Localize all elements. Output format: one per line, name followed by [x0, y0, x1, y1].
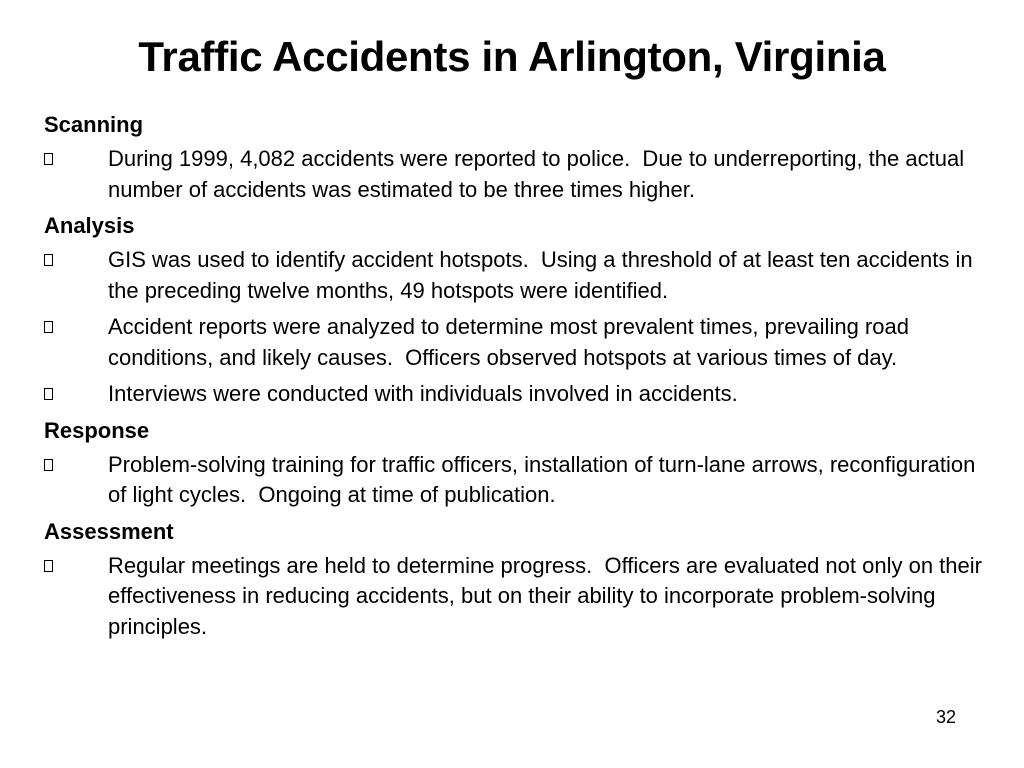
section-heading: Response: [44, 417, 150, 443]
missing-glyph-box-icon: [44, 388, 53, 400]
bullet-item: [44, 551, 994, 643]
bullet-item: [44, 312, 994, 373]
missing-glyph-box-icon: [44, 153, 53, 165]
section-assessment: [44, 517, 994, 643]
slide-content: [44, 110, 994, 648]
slide-title: Traffic Accidents in Arlington, Virginia: [138, 33, 886, 80]
section-analysis: [44, 211, 994, 410]
bullet-text: Regular meetings are held to determine progress. Officers are evaluated not only on their effectiveness in reducing accidents, but on their ability to incorporate problem-solving principles.: [108, 552, 989, 639]
bullet-item: [44, 245, 994, 306]
section-heading: Analysis: [44, 213, 135, 238]
missing-glyph-box-icon: [44, 321, 53, 333]
missing-glyph-box-icon: [44, 254, 53, 266]
bullet-item: [44, 450, 994, 511]
section-scanning: [44, 110, 994, 205]
missing-glyph-box-icon: [44, 560, 53, 572]
bullet-item: [44, 144, 994, 205]
bullet-text: During 1999, 4,082 accidents were reported to police. Due to underreporting, the actual number of accidents was estimated to be three times higher.: [108, 146, 971, 202]
bullet-text: Accident reports were analyzed to determine most prevalent times, prevailing road conditions, and likely causes. Officers observed hotspots at various times of day.: [108, 314, 916, 370]
bullet-text: Problem-solving training for traffic officers, installation of turn-lane arrows, reconfiguration of light cycles. Ongoing at time of publication.: [108, 451, 982, 507]
bullet-text: GIS was used to identify accident hotspots. Using a threshold of at least ten accidents in the preceding twelve months, 49 hotspots were identified.: [108, 247, 979, 303]
page-number: 32: [936, 707, 957, 727]
bullet-text: Interviews were conducted with individuals involved in accidents.: [108, 381, 738, 406]
section-heading: Assessment: [44, 518, 174, 544]
section-response: [44, 416, 994, 511]
missing-glyph-box-icon: [44, 459, 53, 471]
bullet-item: [44, 379, 994, 410]
section-heading: Scanning: [44, 112, 144, 137]
